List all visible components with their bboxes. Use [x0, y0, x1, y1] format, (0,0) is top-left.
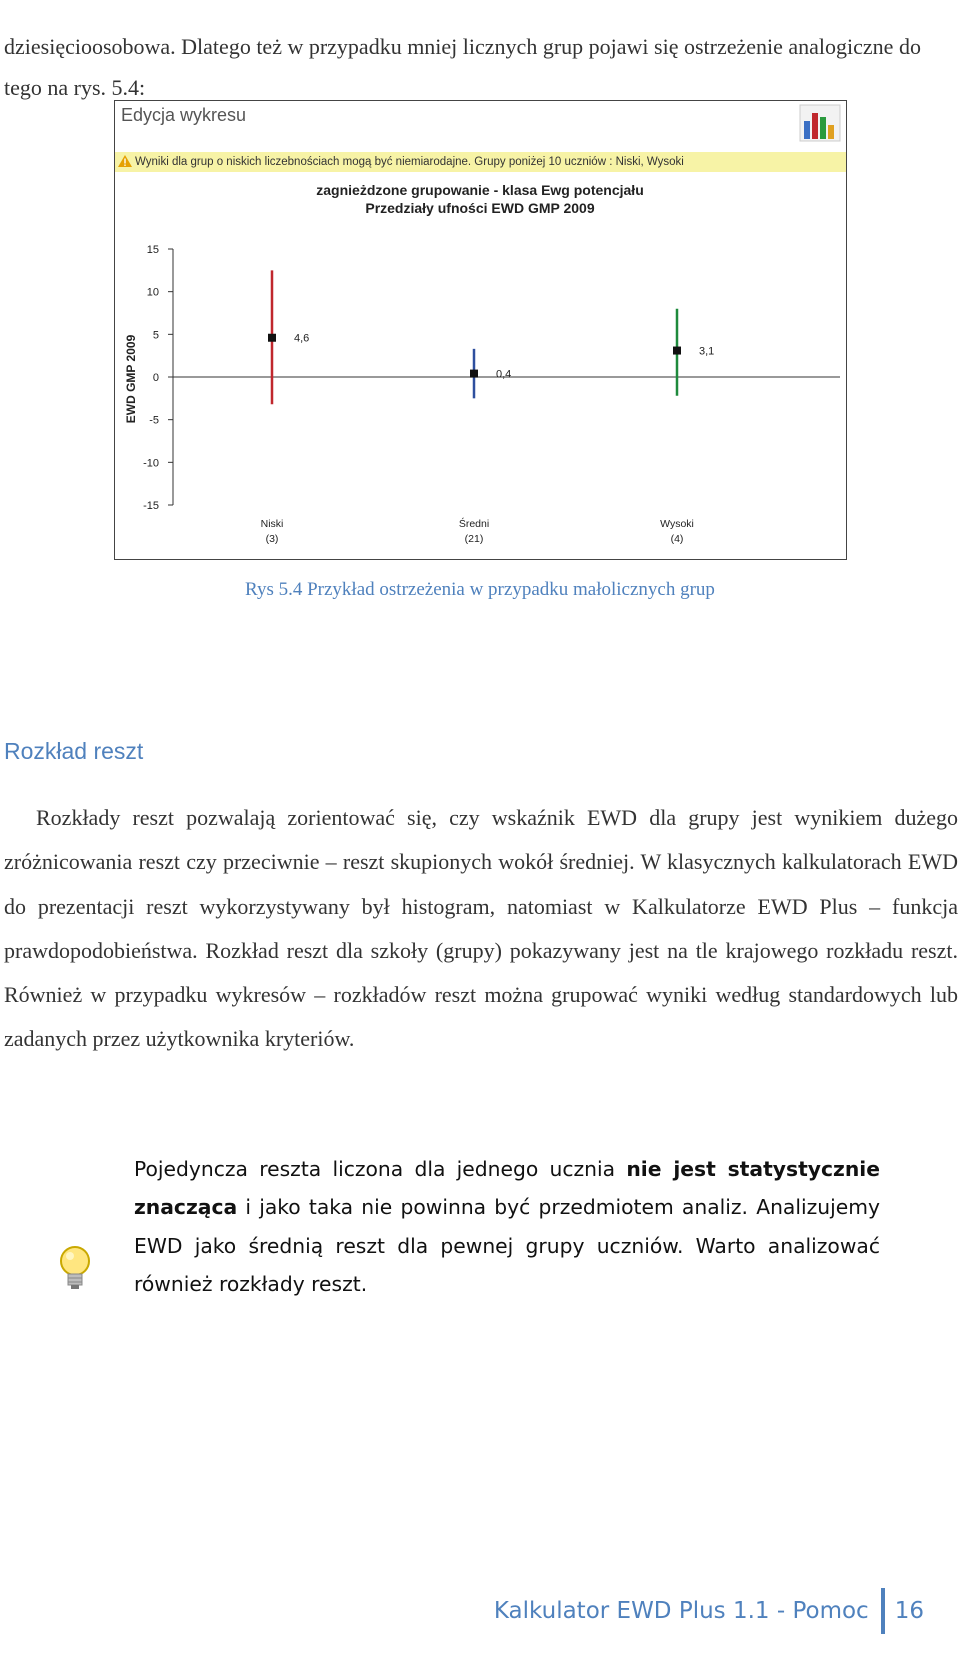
- value-label-0: 4,6: [294, 332, 310, 345]
- tip-text-bold: nie jest statystycznie znacząca: [134, 1157, 880, 1220]
- y-tick-label: 10: [146, 286, 159, 299]
- error-bar-chart: [115, 173, 846, 559]
- section-heading: Rozkład reszt: [4, 738, 144, 764]
- warning-triangle-icon: [118, 155, 132, 167]
- intro-text: dziesięcioosobowa. Dlatego też w przypadku mniej licznych grup pojawi się ostrzeżenie analogiczne do tego na rys. 5.4:: [4, 34, 921, 100]
- tip-text: [134, 1150, 880, 1303]
- x-count-label-0: (3): [265, 533, 279, 545]
- page-number: 16: [894, 1598, 924, 1624]
- page-footer: [494, 1588, 924, 1634]
- lightbulb-icon: [56, 1244, 94, 1294]
- y-tick-label: -5: [149, 414, 159, 427]
- footer-divider: [881, 1588, 885, 1634]
- x-tick-label-1: Średni: [458, 518, 490, 530]
- y-tick-label: 5: [152, 329, 159, 342]
- chart-title: zagnieżdzone grupowanie - klasa Ewg potencjału: [316, 182, 644, 198]
- chart-editor-screenshot: [114, 100, 847, 560]
- x-tick-label-0: Niski: [260, 518, 284, 530]
- bar-chart-logo-icon: [798, 103, 842, 143]
- warning-text: Wyniki dla grup o niskich liczebnościach mogą być niemiarodajne. Grupy poniżej 10 uczniów : Niski, Wysoki: [135, 156, 684, 168]
- tip-text-start: Pojedyncza reszta liczona dla jednego ucznia: [134, 1157, 627, 1181]
- x-tick-label-2: Wysoki: [660, 518, 694, 530]
- value-label-2: 3,1: [699, 345, 715, 358]
- y-axis-label: EWD GMP 2009: [124, 334, 138, 424]
- x-count-label-2: (4): [670, 533, 684, 545]
- x-count-label-1: (21): [464, 533, 484, 545]
- figure-caption: Rys 5.4 Przykład ostrzeżenia w przypadku małolicznych grup: [245, 579, 715, 600]
- chart-subtitle: Przedziały ufności EWD GMP 2009: [365, 200, 595, 216]
- footer-title: Kalkulator EWD Plus 1.1 - Pomoc: [493, 1598, 869, 1624]
- chart-editor-title: Edycja wykresu: [121, 105, 247, 125]
- point-marker-2: [673, 347, 681, 355]
- y-tick-label: 15: [146, 244, 159, 256]
- y-tick-label: 0: [152, 372, 159, 384]
- tip-text-end: i jako taka nie powinna być przedmiotem analiz. Analizujemy EWD jako średnią reszt dla pewnej grupy uczniów. Warto analizować również rozkłady reszt.: [134, 1195, 880, 1296]
- point-marker-0: [268, 334, 276, 342]
- y-tick-label: -15: [143, 500, 159, 512]
- y-tick-label: -10: [143, 457, 159, 470]
- warning-bar: [115, 152, 846, 172]
- point-marker-1: [470, 370, 478, 378]
- body-paragraph: Rozkłady reszt pozwalają zorientować się, czy wskaźnik EWD dla grupy jest wynikiem dużego zróżnicowania reszt czy przeciwnie – reszt skupionych wokół średniej. W klasycznych kalkulatorach EWD do prezentacji reszt wykorzystywany był histogram, natomiast w Kalkulatorze EWD Plus – funkcja prawdopodobieństwa. Rozkład reszt dla szkoły (grupy) pokazywany jest na tle krajowego rozkładu reszt. Również w przypadku wykresów – rozkładów reszt można grupować wyniki według standardowych lub zadanych przez użytkownika kryteriów.: [4, 805, 958, 1052]
- value-label-1: 0,4: [496, 368, 512, 381]
